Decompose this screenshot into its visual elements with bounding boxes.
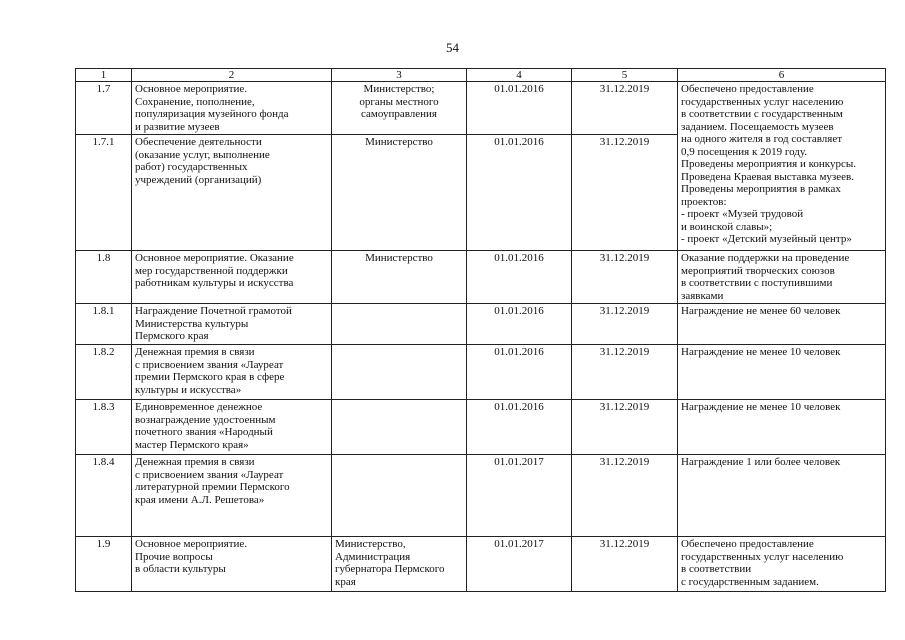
- row-result: Обеспечено предоставление государственных услуг населению в соответствии с государственным заданием. Посещаемость музеев на одного жителя в год составляет 0,9 посещения к 2019 году. Проведены мероприятия и конкурсы. Проведена Краевая выставка музеев. Проведены мероприятия в рамках проектов: - проект «Музей трудовой и воинской славы»; - проект «Детский музейный центр»: [678, 82, 886, 251]
- row-name: Основное мероприятие. Оказание мер государственной поддержки работникам культуры и искусства: [132, 251, 332, 304]
- row-name: Обеспечение деятельности (оказание услуг, выполнение работ) государственных учреждений (организаций): [132, 135, 332, 251]
- row-name: Основное мероприятие. Прочие вопросы в области культуры: [132, 537, 332, 592]
- row-result: Оказание поддержки на проведение мероприятий творческих союзов в соответствии с поступившими заявками: [678, 251, 886, 304]
- row-result: Награждение не менее 60 человек: [678, 304, 886, 345]
- table-header-row: [76, 69, 886, 82]
- header-cell: 6: [678, 69, 886, 82]
- row-end-date: 31.12.2019: [572, 82, 678, 135]
- row-end-date: 31.12.2019: [572, 251, 678, 304]
- row-number: 1.8.1: [76, 304, 132, 345]
- row-executor-empty: [332, 304, 467, 345]
- row-end-date: 31.12.2019: [572, 345, 678, 400]
- header-cell: 1: [76, 69, 132, 82]
- row-result: Обеспечено предоставление государственных услуг населению в соответствии с государственным заданием.: [678, 537, 886, 592]
- row-result: Награждение 1 или более человек: [678, 455, 886, 537]
- table-row: [76, 537, 886, 592]
- header-cell: 5: [572, 69, 678, 82]
- row-result: Награждение не менее 10 человек: [678, 400, 886, 455]
- row-start-date: 01.01.2016: [467, 400, 572, 455]
- header-cell: 2: [132, 69, 332, 82]
- row-executor: Министерство: [332, 135, 467, 251]
- row-name: Основное мероприятие. Сохранение, пополнение, популяризация музейного фонда и развитие музеев: [132, 82, 332, 135]
- header-cell: 3: [332, 69, 467, 82]
- row-start-date: 01.01.2017: [467, 455, 572, 537]
- row-executor-empty: [332, 345, 467, 400]
- row-end-date: 31.12.2019: [572, 400, 678, 455]
- row-executor-empty: [332, 400, 467, 455]
- row-end-date: 31.12.2019: [572, 135, 678, 251]
- table-row: [76, 345, 886, 400]
- row-number: 1.8.3: [76, 400, 132, 455]
- row-name: Единовременное денежное вознаграждение удостоенным почетного звания «Народный мастер Пермского края»: [132, 400, 332, 455]
- row-number: 1.8.4: [76, 455, 132, 537]
- row-name: Денежная премия в связи с присвоением звания «Лауреат премии Пермского края в сфере культуры и искусства»: [132, 345, 332, 400]
- row-end-date: 31.12.2019: [572, 455, 678, 537]
- row-name: Награждение Почетной грамотой Министерства культуры Пермского края: [132, 304, 332, 345]
- document-table: [75, 68, 886, 592]
- table-row: [76, 251, 886, 304]
- row-end-date: 31.12.2019: [572, 304, 678, 345]
- page-number: 54: [446, 40, 459, 55]
- row-number: 1.7: [76, 82, 132, 135]
- row-start-date: 01.01.2016: [467, 135, 572, 251]
- row-name: Денежная премия в связи с присвоением звания «Лауреат литературной премии Пермского края имени А.Л. Решетова»: [132, 455, 332, 537]
- row-executor: Министерство; органы местного самоуправления: [332, 82, 467, 135]
- header-cell: 4: [467, 69, 572, 82]
- row-executor: Министерство, Администрация губернатора Пермского края: [332, 537, 467, 592]
- row-executor-empty: [332, 455, 467, 537]
- row-start-date: 01.01.2016: [467, 345, 572, 400]
- row-result: Награждение не менее 10 человек: [678, 345, 886, 400]
- row-number: 1.8.2: [76, 345, 132, 400]
- table-row: [76, 455, 886, 537]
- table-row: [76, 304, 886, 345]
- row-start-date: 01.01.2017: [467, 537, 572, 592]
- row-start-date: 01.01.2016: [467, 251, 572, 304]
- row-start-date: 01.01.2016: [467, 82, 572, 135]
- row-executor: Министерство: [332, 251, 467, 304]
- row-end-date: 31.12.2019: [572, 537, 678, 592]
- row-start-date: 01.01.2016: [467, 304, 572, 345]
- table-row: [76, 400, 886, 455]
- row-number: 1.8: [76, 251, 132, 304]
- row-number: 1.9: [76, 537, 132, 592]
- row-number: 1.7.1: [76, 135, 132, 251]
- table-row: [76, 82, 886, 135]
